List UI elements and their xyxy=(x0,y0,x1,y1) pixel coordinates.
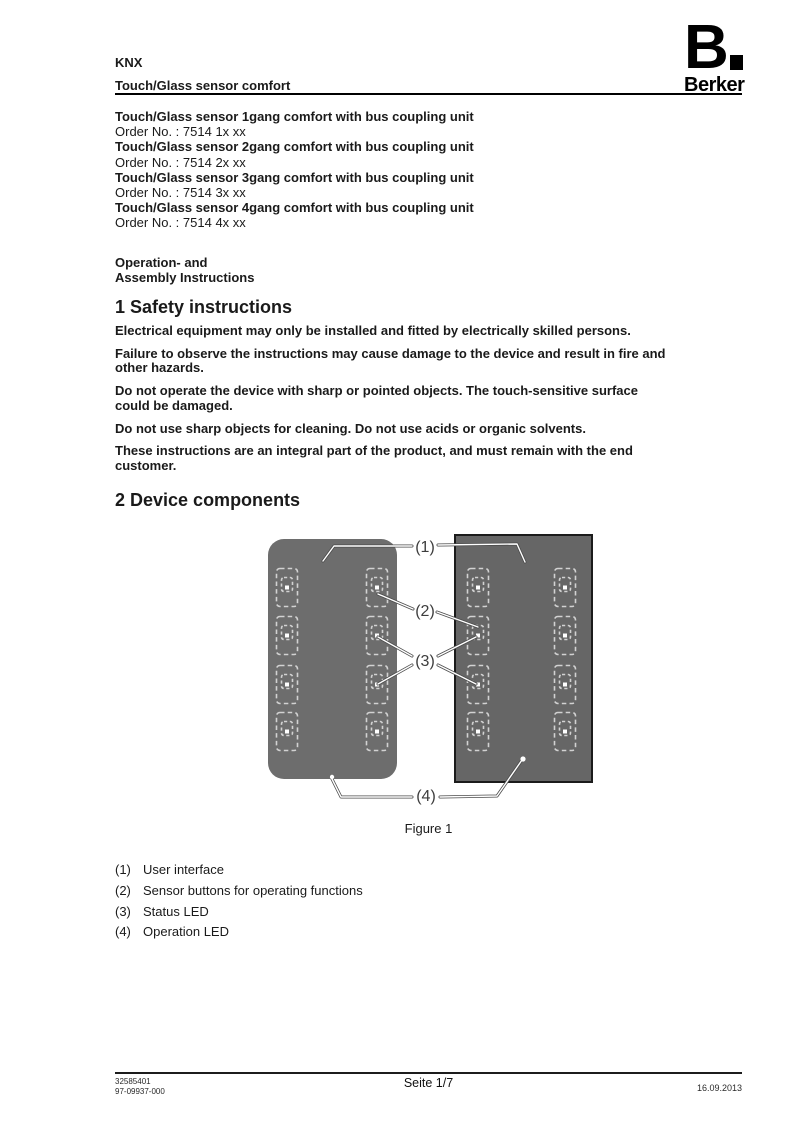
footer-date: 16.09.2013 xyxy=(696,1083,742,1093)
footer-page-number: Seite 1/7 xyxy=(403,1076,454,1090)
components-section-title: 2 Device components xyxy=(115,490,301,510)
product-name: Touch/Glass sensor 4gang comfort with bus coupling unit xyxy=(115,200,474,216)
paragraph-line: Electrical equipment may only be installed and fitted by electrically skilled persons. xyxy=(115,323,631,338)
product-name: Touch/Glass sensor 3gang comfort with bus coupling unit xyxy=(115,169,474,185)
device-components-figure xyxy=(250,530,610,820)
status-led-icon xyxy=(285,634,289,638)
device-panel-rounded xyxy=(268,539,397,779)
product-list xyxy=(115,109,742,231)
safety-section-title: 1 Safety instructions xyxy=(115,297,293,317)
header-divider xyxy=(115,93,742,95)
paragraph-line: customer. xyxy=(115,457,177,473)
product-name: Touch/Glass sensor 2gang comfort with bus coupling unit xyxy=(115,139,474,155)
callout-1: (1) xyxy=(415,539,435,556)
status-led-icon xyxy=(476,730,480,734)
footer-divider xyxy=(115,1072,742,1074)
status-led-icon xyxy=(563,634,567,638)
order-number: Order No. : 7514 2x xx xyxy=(115,154,246,170)
safety-paragraph xyxy=(115,347,755,376)
legend-label: User interface xyxy=(143,862,224,877)
status-led-icon xyxy=(285,730,289,734)
document-header xyxy=(115,51,675,97)
legend-label: Operation LED xyxy=(143,924,229,940)
product-title: Touch/Glass sensor comfort xyxy=(115,78,291,93)
order-number: Order No. : 7514 3x xx xyxy=(115,185,246,201)
footer-doc-number: 32585401 xyxy=(115,1077,151,1086)
berker-logo xyxy=(684,13,745,97)
order-number: Order No. : 7514 4x xx xyxy=(115,215,246,231)
paragraph-line: could be damaged. xyxy=(115,397,233,413)
safety-paragraphs xyxy=(115,324,755,482)
legend-item xyxy=(115,860,615,881)
status-led-icon xyxy=(563,683,567,687)
document-type-line: Assembly Instructions xyxy=(115,270,255,286)
status-led-icon xyxy=(563,586,567,590)
status-led-icon xyxy=(375,586,379,590)
legend-label: Sensor buttons for operating functions xyxy=(143,882,363,898)
operation-led-icon xyxy=(520,756,525,761)
safety-paragraph xyxy=(115,384,755,413)
legend-number: (2) xyxy=(115,882,131,898)
callout-4: (4) xyxy=(416,788,436,805)
paragraph-line: other hazards. xyxy=(115,360,204,376)
paragraph-line: Failure to observe the instructions may cause damage to the device and result in fire and xyxy=(115,345,666,361)
berker-logo-dot-icon xyxy=(730,55,743,70)
paragraph-line: Do not use sharp objects for cleaning. Do not use acids or organic solvents. xyxy=(115,420,586,436)
device-panel-square xyxy=(455,535,592,782)
safety-paragraph xyxy=(115,422,755,437)
legend-label: Status LED xyxy=(143,903,209,919)
berker-logo-b: B xyxy=(684,13,727,82)
document-type-line: Operation- and xyxy=(115,255,208,270)
legend-item xyxy=(115,902,615,923)
figure-caption: Figure 1 xyxy=(404,821,453,836)
status-led-icon xyxy=(285,586,289,590)
legend-number: (4) xyxy=(115,924,131,940)
figure-legend xyxy=(115,860,615,943)
footer-doc-code: 97-09937-000 xyxy=(115,1087,165,1096)
paragraph-line: Do not operate the device with sharp or pointed objects. The touch-sensitive surface xyxy=(115,383,638,399)
callout-2: (2) xyxy=(415,603,435,620)
product-name: Touch/Glass sensor 1gang comfort with bus coupling unit xyxy=(115,109,474,124)
berker-logo-mark xyxy=(684,13,744,82)
product-family: KNX xyxy=(115,55,143,70)
legend-number: (3) xyxy=(115,903,131,919)
safety-paragraph xyxy=(115,444,755,473)
status-led-icon xyxy=(476,586,480,590)
status-led-icon xyxy=(375,730,379,734)
paragraph-line: These instructions are an integral part of the product, and must remain with the end xyxy=(115,443,633,459)
status-led-icon xyxy=(285,683,289,687)
callout-3: (3) xyxy=(415,653,435,670)
safety-paragraph xyxy=(115,324,755,339)
legend-number: (1) xyxy=(115,862,131,877)
order-number: Order No. : 7514 1x xx xyxy=(115,124,246,140)
status-led-icon xyxy=(563,730,567,734)
legend-item xyxy=(115,922,615,943)
document-type xyxy=(115,255,515,285)
berker-logo-wordmark: Berker xyxy=(684,74,745,96)
legend-item xyxy=(115,881,615,902)
operation-led-icon xyxy=(330,775,334,779)
